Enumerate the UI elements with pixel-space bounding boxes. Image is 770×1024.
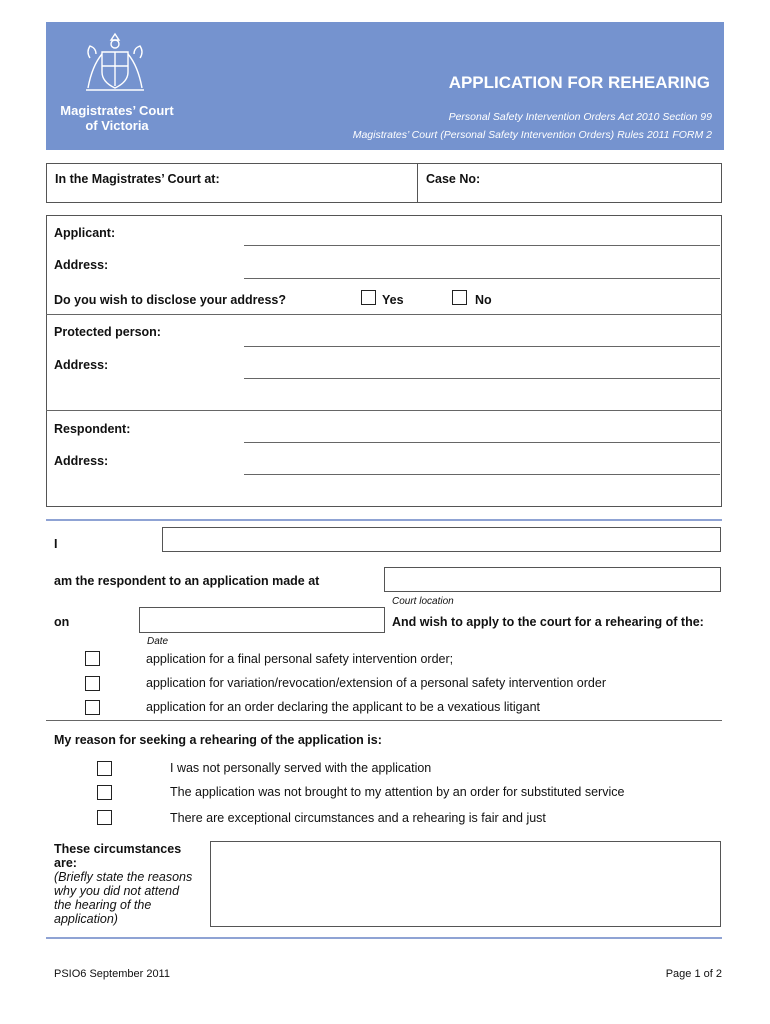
protected-person-label: Protected person: [54,325,161,339]
variation-order-option: application for variation/revocation/extension of a personal safety intervention order [146,676,606,690]
court-location-caption: Court location [392,596,454,607]
exceptional-circumstances-option: There are exceptional circumstances and a rehearing is fair and just [170,811,546,825]
circumstances-hint-1: (Briefly state the reasons [54,870,193,884]
circumstances-hint-2: why you did not attend [54,884,180,898]
case-number-label: Case No: [426,172,481,186]
form-title: APPLICATION FOR REHEARING [448,73,710,92]
applicant-name-line[interactable] [244,245,720,246]
court-case-divider [417,163,418,203]
protected-person-name-line[interactable] [244,346,720,347]
case-number-input[interactable] [490,166,718,200]
respondent-label: Respondent: [54,422,131,436]
circumstances-title: These circumstances [54,842,182,856]
court-name-line2: of Victoria [85,118,149,133]
section-separator-2 [46,720,722,721]
applicant-address-line-1[interactable] [244,278,720,279]
circumstances-textarea[interactable] [210,841,721,927]
court-name-line1: Magistrates’ Court [60,103,174,118]
disclose-yes-label: Yes [382,293,404,307]
parties-divider-1 [46,314,722,315]
exceptional-circumstances-checkbox[interactable] [97,810,112,825]
protected-address-line[interactable] [244,378,720,379]
form-code: PSIO6 September 2011 [54,968,170,980]
section-separator-3 [46,937,722,939]
disclose-address-question: Do you wish to disclose your address? [54,293,286,307]
parties-box [46,215,722,507]
not-served-checkbox[interactable] [97,761,112,776]
substituted-service-option: The application was not brought to my attention by an order for substituted service [170,785,625,799]
vexatious-order-option: application for an order declaring the applicant to be a vexatious litigant [146,700,541,714]
date-input[interactable] [139,607,385,633]
vexatious-order-checkbox[interactable] [85,700,100,715]
court-input[interactable] [235,166,413,200]
disclose-no-label: No [475,293,492,307]
circumstances-label [54,842,192,926]
respondent-address-line[interactable] [244,474,720,475]
respondent-name-line[interactable] [244,442,720,443]
circumstances-hint-4: application) [54,912,118,926]
i-label: I [54,537,58,551]
substituted-service-checkbox[interactable] [97,785,112,800]
section-separator-1 [46,519,722,521]
date-caption: Date [147,636,169,647]
parties-divider-2 [46,410,722,411]
form-subtitle-rules: Magistrates’ Court (Personal Safety Intervention Orders) Rules 2011 FORM 2 [352,129,712,141]
respondent-name-input[interactable] [162,527,721,552]
respondent-statement: am the respondent to an application made at [54,574,320,588]
court-name [52,103,182,133]
circumstances-title-are: are: [54,856,77,870]
final-order-checkbox[interactable] [85,651,100,666]
page-number: Page 1 of 2 [665,968,722,980]
wish-statement: And wish to apply to the court for a rehearing of the: [392,615,704,629]
coat-of-arms-icon [80,30,150,96]
reason-heading: My reason for seeking a rehearing of the application is: [54,733,382,747]
form-subtitle-act: Personal Safety Intervention Orders Act 2010 Section 99 [448,111,712,123]
circumstances-hint-3: the hearing of the [54,898,152,912]
applicant-address-label: Address: [54,258,109,272]
protected-address-label: Address: [54,358,109,372]
court-location-input[interactable] [384,567,721,592]
on-label: on [54,615,70,629]
court-label: In the Magistrates’ Court at: [55,172,220,186]
respondent-address-label: Address: [54,454,109,468]
disclose-yes-checkbox[interactable] [361,290,376,305]
disclose-no-checkbox[interactable] [452,290,467,305]
final-order-option: application for a final personal safety intervention order; [146,652,454,666]
applicant-label: Applicant: [54,226,116,240]
not-served-option: I was not personally served with the application [170,761,432,775]
variation-order-checkbox[interactable] [85,676,100,691]
